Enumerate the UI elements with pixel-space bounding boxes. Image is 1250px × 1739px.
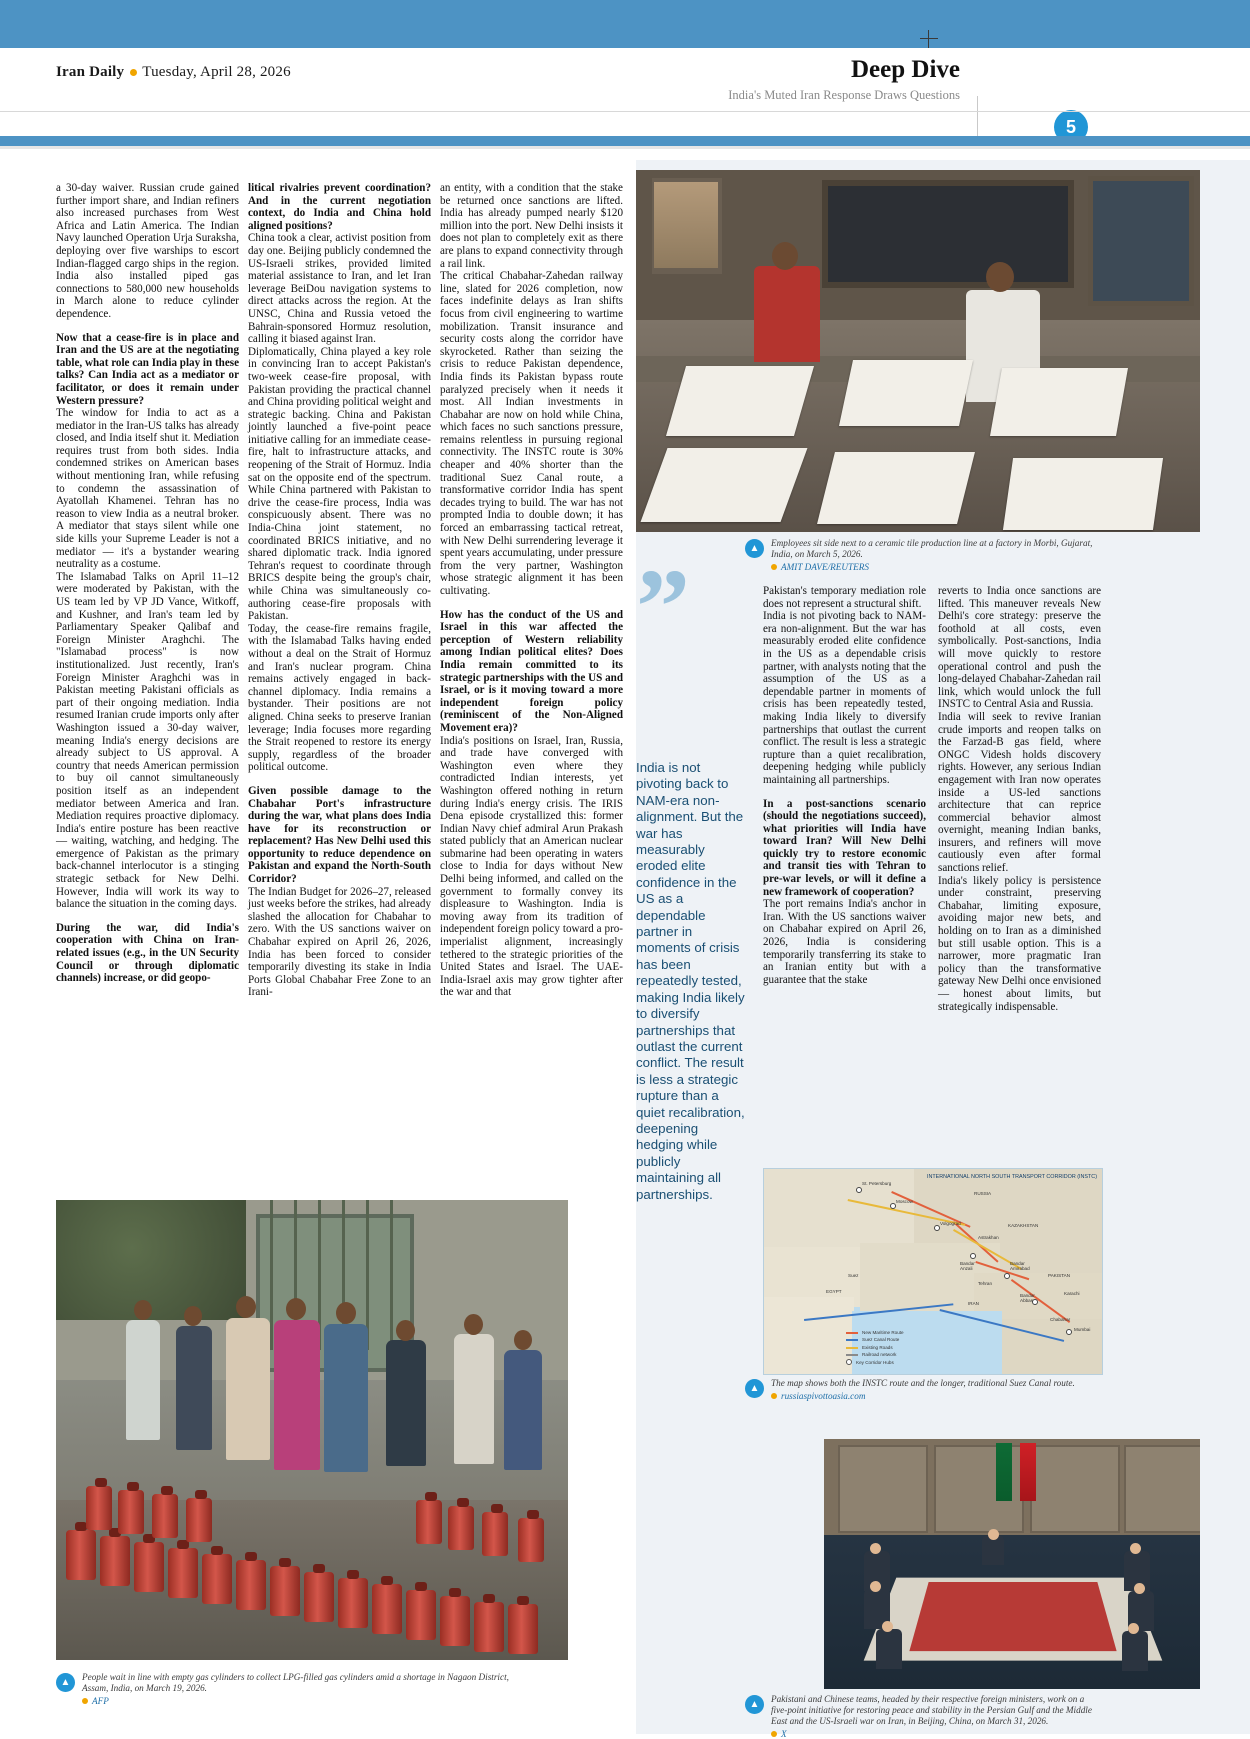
article-column-4 bbox=[763, 585, 926, 986]
caption-source bbox=[771, 1729, 1097, 1739]
question-heading: litical rivalries prevent coordination? And in the current negotiation context, do India and China hold aligned positions? bbox=[248, 182, 431, 232]
grey-rule bbox=[0, 146, 1250, 149]
paragraph: India will seek to revive Iranian crude imports and reopen talks on the Farzad-B gas field, where ONGC Videsh holds discovery rights. However, any serious Indian engagement with Iran now operates inside a US-led sanctions architecture that can reprice commercial behavior almost overnight, meaning Indian banks, insurers, and refiners will move cautiously even after formal sanctions relief. bbox=[938, 710, 1101, 875]
caption-source-text: AFP bbox=[92, 1696, 109, 1706]
gold-dot-icon bbox=[130, 69, 137, 76]
question-heading: Given possible damage to the Chabahar Port's infrastructure during the war, what plans does India have for its reconstruction or replacement? Has New Delhi used this opportunity to reduce dependence on Pakistan and expand the North-South Corridor? bbox=[248, 784, 431, 886]
caption-text: The map shows both the INSTC route and the longer, traditional Suez Canal route. bbox=[771, 1378, 1075, 1388]
pullquote-text: India is not pivoting back to NAM-era non-alignment. But the war has measurably eroded elite confidence in the US as a dependable partner in moments of crisis has been repeatedly tested, making India likely to diversify partnerships that outlast the current conflict. The result is less a strategic rupture than a quiet recalibration, deepening hedging while publicly maintaining all partnerships. bbox=[636, 760, 745, 1202]
header-rule bbox=[0, 111, 1250, 112]
chevron-up-icon: ▲ bbox=[56, 1673, 75, 1692]
section-subtitle: India's Muted Iran Response Draws Questions bbox=[728, 88, 960, 102]
paragraph: Pakistan's temporary mediation role does not represent a structural shift. bbox=[763, 585, 926, 610]
caption-text: People wait in line with empty gas cylinders to collect LPG-filled gas cylinders amid a shortage in Nagaon District, Assam, India, on March 19, 2026. bbox=[82, 1672, 509, 1693]
article-column-5 bbox=[938, 585, 1101, 1013]
caption-source-text: russiaspivottoasia.com bbox=[781, 1391, 866, 1401]
caption-text: Pakistani and Chinese teams, headed by their respective foreign ministers, work on a five-point initiative for restoring peace and stability in the Persian Gulf and the Middle East and the US-Israeli war on Iran, in Beijing, China, on March 31, 2026. bbox=[771, 1694, 1092, 1726]
caption-text: Employees sit side next to a ceramic tile production line at a factory in Morbi, Gujarat, India, on March 5, 2026. bbox=[771, 538, 1093, 559]
top-blue-band bbox=[0, 0, 1250, 48]
paragraph: The Islamabad Talks on April 11–12 were moderated by Pakistan, with the US team led by VP JD Vance, Witkoff, and Kushner, and Iran's team led by Parliamentary Speaker Qalibaf and Foreign Minister Araghchi. The "Islamabad process" is now institutionalized. Just recently, Iran's Foreign Minister Araghchi was in Pakistan meeting Pakistani officials as part of their ongoing mediation. India resumed Iranian crude imports only after Washington issued a 30-day waiver, meaning India's energy decisions are already subject to US approval. A country that needs American permission to buy oil cannot simultaneously position itself as an independent mediator between America and Iran. Mediation requires proactive diplomacy. India's entire posture has been reactive — waiting, watching, and hedging. The emergence of Pakistan as the primary back-channel interlocutor is a stinging strategic setback for New Delhi. However, India will work its way to balance the situation in the coming days. bbox=[56, 570, 239, 911]
map-instc-corridor: St. Petersburg Moscow RUSSIA Volgograd Astrakhan KAZAKHSTAN Bandar Anzali Bandar Amirabad Tehran IRAN Bandar Abbas Chabahar PAKISTAN Karachi Mumbai EGYPT Suez INTERNATIONAL NORTH SOUTH TRANSPORT CORRIDOR (INSTC) New Maritime Route Suez Canal Route Existing Roads Railroad network Key Corridor Hubs bbox=[763, 1168, 1103, 1375]
chevron-up-icon: ▲ bbox=[745, 1695, 764, 1714]
blue-rule bbox=[0, 136, 1250, 146]
paragraph: a 30-day waiver. Russian crude gained further import share, and Indian refiners also increased purchases from West Africa and Latin America. The Indian Navy launched Operation Urja Suraksha, deploying over five warships to escort Indian-flagged cargo ships in the region. India also installed piped gas connections to 580,000 new households in March alone to reduce cylinder dependence. bbox=[56, 182, 239, 320]
masthead-left bbox=[56, 64, 291, 81]
paragraph: an entity, with a condition that the stake be returned once sanctions are lifted. India has already pumped nearly $120 million into the port. New Delhi insists it does not plan to completely exit as there are plans to expand connectivity through a rail link. bbox=[440, 182, 623, 270]
registration-mark-icon bbox=[920, 30, 938, 48]
paragraph: India's likely policy is persistence under constraint, preserving Chabahar, limiting exposure, avoiding major new bets, and holding on to Iran as a diminished but still usable option. This is a narrower, more pragmatic Iran policy than the transformative gateway New Delhi once envisioned — honest about limits, but strategically indispensable. bbox=[938, 874, 1101, 1013]
paragraph: China took a clear, activist position from day one. Beijing publicly condemned the US-Israeli strikes, provided limited material assistance to Iran, and let Iran leverage BeiDou navigation systems to direct attacks across the region. At the UNSC, China and Russia vetoed the Bahrain-sponsored Hormuz resolution, calling it biased against Iran. bbox=[248, 232, 431, 346]
paragraph: Today, the cease-fire remains fragile, with the Islamabad Talks having ended without a deal on the Strait of Hormuz and Iran's nuclear program. China remains actively engaged in back-channel diplomacy. India remains a bystander. Their positions are not aligned. China seeks to preserve Iranian leverage; India focuses more regarding the Strait reopened to restore its energy supply, regardless of the broader political outcome. bbox=[248, 622, 431, 774]
chevron-up-icon: ▲ bbox=[745, 1379, 764, 1398]
paragraph: The port remains India's anchor in Iran. With the US sanctions waiver on Chabahar expired on April 26, 2026, India is considering temporarily transferring its stake to an Iranian entity but with a guarantee that the stake bbox=[763, 898, 926, 986]
paragraph: India's positions on Israel, Iran, Russia, and trade have converged with Washington even where they contradicted Indian interests, yet Washington offered nothing in return during India's energy crisis. The IRIS Dena episode crystallized this: former Indian Navy chief admiral Arun Prakash stated publicly that an American nuclear submarine had been operating in waters close to India for days without New Delhi being informed, and called on the government to formally convey its displeasure to Washington. India is moving away from its tradition of independent foreign policy toward a pro-imperialist alignment, increasingly tethered to the strategic priorities of the United States and Israel. The UAE-India-Israel axis may grow tighter after the war and that bbox=[440, 734, 623, 999]
chevron-up-icon: ▲ bbox=[745, 539, 764, 558]
paragraph: The Indian Budget for 2026–27, released just weeks before the strikes, had already slashed the allocation for Chabahar to zero. With the US sanctions waiver on Chabahar expired on April 26, 2026, India has been forced to consider temporarily divesting its stake in India Ports Global Chabahar Free Zone to an Irani- bbox=[248, 885, 431, 999]
section-title: Deep Dive bbox=[851, 56, 960, 83]
page-number-badge: 5 bbox=[1054, 110, 1088, 144]
caption-photo-beijing-meeting bbox=[745, 1694, 1097, 1739]
gold-dot-icon bbox=[82, 1698, 88, 1704]
map-title: INTERNATIONAL NORTH SOUTH TRANSPORT CORRIDOR (INSTC) bbox=[926, 1174, 1097, 1180]
paragraph: India is not pivoting back to NAM-era non-alignment. But the war has measurably eroded elite confidence in the US as a dependable crisis partner, with analysts noting that the assumption of the US as a dependable partner in moments of crisis has been repeatedly tested, making India likely to diversify partnerships that outlast the current conflict. The result is less a strategic rupture than a quiet recalibration, deepening hedging while publicly maintaining all partnerships. bbox=[763, 610, 926, 786]
publication-name: Iran Daily bbox=[56, 64, 125, 80]
quote-mark-icon: ” bbox=[636, 548, 690, 667]
map-legend: New Maritime Route Suez Canal Route Existing Roads Railroad network Key Corridor Hubs bbox=[846, 1329, 904, 1366]
caption-source-text: AMIT DAVE/REUTERS bbox=[781, 562, 869, 572]
caption-source-text: X bbox=[781, 1729, 787, 1739]
caption-map bbox=[745, 1378, 1097, 1401]
question-heading: How has the conduct of the US and Israel in this war affected the perception of Western reliability among Indian political elites? Does India remain committed to its strategic partnerships with the US and Israel, or is it moving toward a more independent foreign policy (reminiscent of the Non-Aligned Movement era)? bbox=[440, 608, 623, 734]
paragraph: The critical Chabahar-Zahedan railway line, slated for 2026 completion, now faces indefinite delays as Iran shifts focus from civil engineering to wartime mobilization. Transit insurance and security costs along the corridor have skyrocketed. Rather than seizing the crisis to reduce Pakistan dependence, India finds its Pakistan bypass route paralyzed precisely when it needs it most. All Indian investments in Chabahar are now on hold while China, which faces no such sanctions pressure, remains relentless in pursuing regional connectivity. The INSTC route is 30% cheaper and 40% shorter than the traditional Suez Canal route, a transformative corridor India has spent decades trying to build. The war has not prompted India to double down; it has forced an embarrassing tactical retreat, with New Delhi surrendering leverage it spent years accumulating, under pressure from the very partner, Washington whose strategic alignment it has been cultivating. bbox=[440, 270, 623, 597]
publication-date: Tuesday, April 28, 2026 bbox=[142, 64, 291, 80]
question-heading: In a post-sanctions scenario (should the negotiations succeed), what priorities will India have toward Iran? Will New Delhi quickly try to restore economic and transit ties with Tehran to pre-war levels, or will it define a new framework of cooperation? bbox=[763, 797, 926, 898]
article-column-3 bbox=[440, 182, 623, 999]
caption-photo-tile-factory bbox=[745, 538, 1097, 572]
photo-tile-factory bbox=[636, 170, 1200, 532]
caption-photo-gas-cylinders bbox=[56, 1672, 526, 1706]
question-heading: During the war, did India's cooperation with China on Iran-related issues (e.g., in the UN Security Council or through diplomatic channels) increase, or did geopo- bbox=[56, 921, 239, 985]
article-content bbox=[0, 160, 1250, 1739]
paragraph: reverts to India once sanctions are lifted. This maneuver reveals New Delhi's core strategy: preserve the foothold at all costs, even symbolically. Post-sanctions, India will move quickly to restore operational control and push the long-delayed Chabahar-Zahedan rail link, which would unlock the full INSTC to Central Asia and Russia. bbox=[938, 585, 1101, 711]
gold-dot-icon bbox=[771, 1393, 777, 1399]
masthead bbox=[0, 48, 1250, 137]
photo-beijing-meeting bbox=[824, 1439, 1200, 1689]
gold-dot-icon bbox=[771, 1731, 777, 1737]
article-column-1 bbox=[56, 182, 239, 985]
article-column-2 bbox=[248, 182, 431, 999]
gold-dot-icon bbox=[771, 564, 777, 570]
paragraph: Diplomatically, China played a key role in convincing Iran to accept Pakistan's two-week cease-fire proposal, with Pakistan providing the practical channel and China providing political weight and strategic backing. China and Pakistan jointly launched a five-point peace initiative calling for an immediate cease-fire, halt to infrastructure attacks, and reopening of the Strait of Hormuz. India sat on the opposite end of the spectrum. While China partnered with Pakistan to drive the cease-fire process, India was conspicuously absent. There was no India-China joint statement, no coordinated BRICS initiative, and no shared diplomatic track. India ignored Tehran's request to coordinate through BRICS despite being the group's chair, while China was simultaneously co-authoring cease-fire proposals with Pakistan. bbox=[248, 345, 431, 623]
caption-source bbox=[771, 1391, 1075, 1401]
question-heading: Now that a cease-fire is in place and Iran and the US are at the negotiating table, what role can India play in these talks? Can India act as a mediator or facilitator, or does it remain under Western pressure? bbox=[56, 331, 239, 407]
paragraph: The window for India to act as a mediator in the Iran-US talks has already closed, and India itself shut it. Mediation requires trust from both sides. India condemned strikes on American bases without mentioning Iran, while refusing to condemn the assassination of Ayatollah Khamenei. Tehran has no reason to view India as a neutral broker. A mediator that stays silent while one side kills your Supreme Leader is not a mediator — it's a bystander wearing neutrality as a costume. bbox=[56, 407, 239, 571]
photo-gas-cylinders bbox=[56, 1200, 568, 1660]
caption-source bbox=[771, 562, 1097, 572]
caption-source bbox=[82, 1696, 526, 1706]
